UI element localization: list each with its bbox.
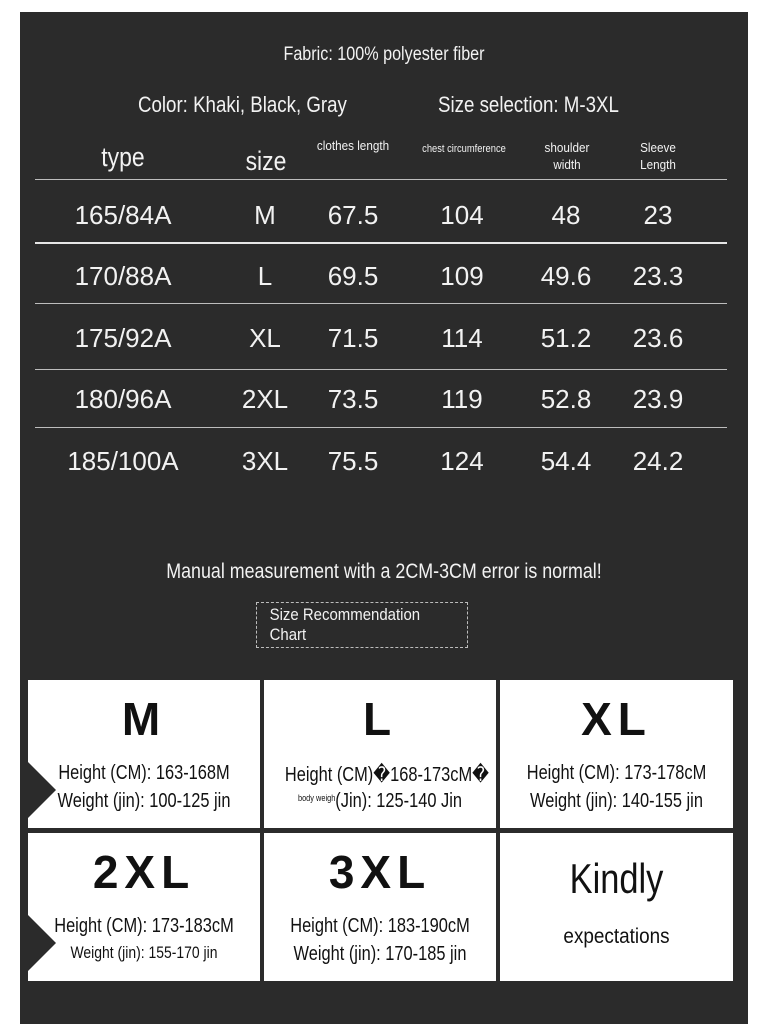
tile-height: Height (CM): 163-168M [58, 762, 230, 784]
arrow-shape [28, 915, 56, 971]
cell-chest: 119 [441, 384, 483, 414]
cell-size: XL [249, 323, 281, 353]
cell-sleeve: 24.2 [632, 446, 684, 476]
cell-sleeve: 23.9 [632, 384, 684, 414]
tile-size-label: XL [581, 693, 652, 745]
tile-height: Height (CM): 183-190cM [290, 915, 470, 937]
tile-weight: Weight (jin): 170-185 jin [293, 943, 467, 965]
tile-weight: Weight (jin): 100-125 jin [57, 790, 231, 812]
measurement-note: Manual measurement with a 2CM-3CM error is normal! [166, 560, 602, 583]
size-tile-m [28, 680, 260, 828]
closing-subtitle: expectations [563, 925, 670, 948]
row-divider [35, 303, 727, 304]
fabric-text: Fabric: 100% polyester fiber [283, 44, 485, 65]
size-tile-l [264, 680, 496, 828]
cell-chest: 104 [440, 200, 484, 230]
row-divider [35, 242, 727, 244]
cell-sleeve: 23 [643, 200, 673, 230]
cell-length: 75.5 [327, 446, 379, 476]
cell-type: 165/84A [74, 200, 172, 230]
cell-shoulder: 51.2 [540, 323, 592, 353]
cell-size: M [254, 200, 276, 230]
tile-size-label: L [362, 693, 398, 745]
col-header-clothes-length: clothes length [316, 138, 390, 153]
closing-tile [500, 833, 733, 981]
cell-size: 3XL [241, 446, 289, 476]
cell-chest: 114 [441, 323, 483, 353]
col-header-type: type [101, 142, 145, 172]
tile-height: Height (CM): 173-178cM [526, 762, 707, 784]
col-header-shoulder: shoulder width [544, 140, 590, 172]
cell-type: 175/92A [74, 323, 172, 353]
tile-weight: (Jin): 125-140 Jin [335, 790, 463, 812]
cell-shoulder: 48 [551, 200, 581, 230]
cell-chest: 124 [440, 446, 484, 476]
size-tile-xl [500, 680, 733, 828]
cell-length: 71.5 [327, 323, 379, 353]
cell-type: 170/88A [74, 261, 172, 291]
tile-weight-small-label: body weigh [297, 793, 336, 803]
tile-weight-line [285, 790, 475, 813]
tile-size-label: M [121, 693, 167, 745]
cell-length: 73.5 [327, 384, 379, 414]
cell-type: 185/100A [67, 446, 179, 476]
header-divider [35, 179, 727, 180]
arrow-shape [28, 762, 56, 818]
tile-height: Height (CM): 173-183cM [54, 915, 234, 937]
tile-size-label: 2XL [92, 846, 196, 898]
col-header-sleeve: Sleeve Length [640, 140, 676, 172]
color-text: Color: Khaki, Black, Gray [138, 92, 347, 117]
col-header-chest: chest circumference [422, 143, 506, 155]
tile-height: Height (CM)�168-173cM� [284, 764, 489, 786]
cell-shoulder: 49.6 [540, 261, 592, 291]
size-tile-2xl [28, 833, 260, 981]
cell-shoulder: 54.4 [540, 446, 592, 476]
cell-size: L [257, 261, 273, 291]
row-divider [35, 427, 727, 428]
recommendation-title: Size Recommendation Chart [269, 605, 421, 644]
tile-weight: Weight (jin): 140-155 jin [530, 790, 703, 812]
cell-shoulder: 52.8 [540, 384, 592, 414]
cell-length: 69.5 [327, 261, 379, 291]
cell-size: 2XL [241, 384, 289, 414]
cell-chest: 109 [440, 261, 484, 291]
cell-sleeve: 23.3 [632, 261, 684, 291]
tile-weight: Weight (jin): 155-170 jin [70, 943, 218, 962]
cell-length: 67.5 [327, 200, 379, 230]
cell-type: 180/96A [74, 384, 172, 414]
row-divider [35, 369, 727, 370]
cell-sleeve: 23.6 [632, 323, 684, 353]
col-header-size: size [245, 146, 287, 176]
tile-size-label: 3XL [328, 846, 432, 898]
size-chart-panel [20, 12, 748, 1024]
recommendation-title-box [256, 602, 468, 648]
size-tile-3xl [264, 833, 496, 981]
closing-title: Kindly [569, 855, 664, 902]
size-selection-text: Size selection: M-3XL [438, 92, 619, 117]
